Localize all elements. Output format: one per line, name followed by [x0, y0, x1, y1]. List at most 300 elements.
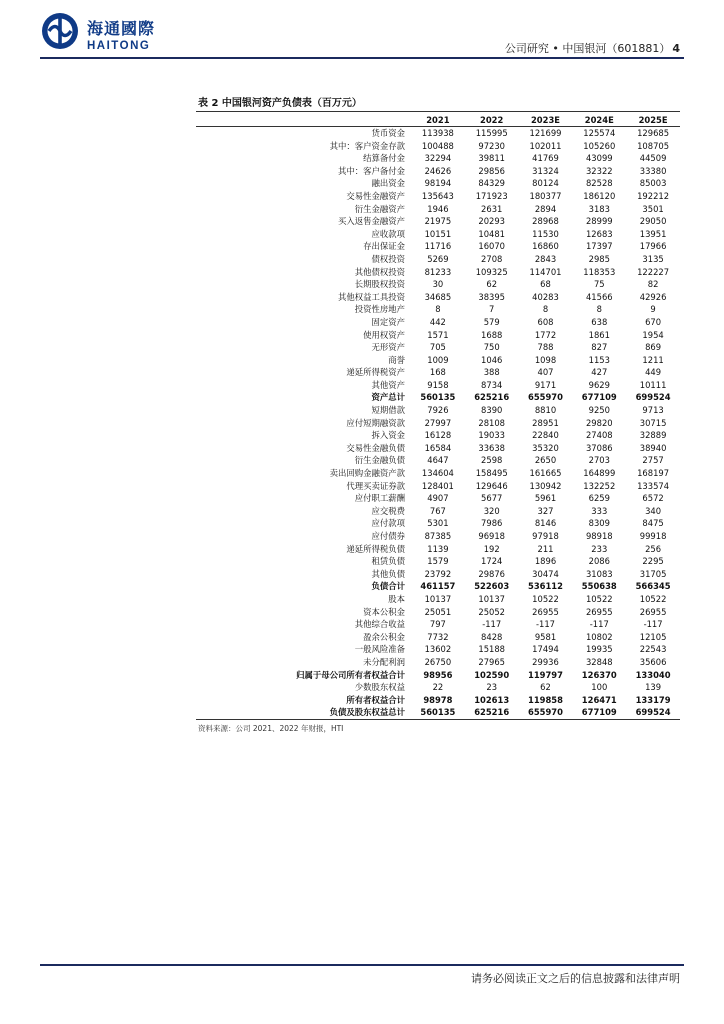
row-value: 677109	[572, 706, 626, 719]
row-label: 其他债权投资	[354, 266, 405, 277]
row-value: 9171	[534, 379, 557, 390]
row-label: 负债合计	[371, 581, 405, 592]
column-header: 2023E	[519, 114, 573, 127]
row-value: 13951	[639, 228, 667, 239]
row-value: 750	[483, 342, 500, 353]
row-value: 1153	[588, 354, 610, 365]
row-value: 10137	[478, 593, 506, 604]
table-body	[196, 127, 680, 720]
row-value: 32889	[639, 430, 667, 441]
row-value: 68	[540, 279, 551, 290]
row-value: 98956	[423, 669, 453, 680]
row-value: 8734	[481, 379, 503, 390]
row-label: 其他资产	[371, 379, 405, 390]
table-row	[196, 203, 680, 216]
row-value: 2650	[534, 455, 557, 466]
row-value: 27997	[424, 417, 452, 428]
row-value: 5961	[534, 493, 557, 504]
row-value: 98194	[424, 178, 452, 189]
row-value: 119797	[528, 669, 563, 680]
table-top-rule	[196, 111, 680, 112]
row-value: 168	[429, 367, 446, 378]
row-value: 27965	[478, 656, 506, 667]
row-value: 130942	[529, 480, 562, 491]
row-value: 100488	[421, 140, 454, 151]
row-value: 139	[645, 682, 662, 693]
row-value: 2598	[481, 455, 503, 466]
row-label: 其中：客户备付金	[338, 165, 405, 176]
table-row	[196, 165, 680, 178]
row-value: 29856	[478, 165, 506, 176]
page-number: 4	[672, 42, 680, 55]
row-value: 180377	[529, 190, 562, 201]
row-value: 560135	[420, 392, 456, 403]
row-value: 8810	[534, 405, 557, 416]
table-row	[196, 530, 680, 543]
row-label: 一般风险准备	[354, 644, 405, 655]
row-value: 5677	[481, 493, 503, 504]
row-value: 29820	[585, 417, 613, 428]
row-value: 2703	[588, 455, 610, 466]
row-value: 608	[537, 316, 554, 327]
row-value: 1098	[534, 354, 557, 365]
table-row	[196, 391, 680, 404]
row-value: 9713	[642, 405, 664, 416]
row-label: 其他综合收益	[354, 619, 405, 630]
row-value: 9581	[534, 631, 557, 642]
row-value: 122227	[637, 266, 670, 277]
row-value: 566345	[635, 581, 671, 592]
table-row	[196, 631, 680, 644]
row-value: 33638	[478, 442, 506, 453]
row-value: 41566	[585, 291, 613, 302]
row-label: 结算备付金	[363, 153, 405, 164]
row-value: 16860	[532, 241, 559, 252]
row-value: 133179	[635, 694, 671, 705]
row-value: 23792	[424, 568, 452, 579]
row-value: 9	[650, 304, 656, 315]
row-value: 22543	[639, 644, 667, 655]
row-value: 161665	[529, 468, 562, 479]
table-row	[196, 341, 680, 354]
row-value: 10802	[585, 631, 613, 642]
haitong-logo-icon	[40, 11, 80, 51]
table-row	[196, 505, 680, 518]
row-value: 327	[537, 505, 554, 516]
breadcrumb: 公司研究 • 中国银河（601881）	[504, 42, 671, 55]
row-label: 衍生金融资产	[354, 203, 405, 214]
row-value: 29936	[532, 656, 559, 667]
table-row	[196, 278, 680, 291]
row-value: 37086	[585, 442, 613, 453]
row-value: 119858	[528, 694, 563, 705]
page-header	[505, 40, 680, 56]
column-header: 2021	[411, 114, 465, 127]
row-label: 应付短期融资款	[346, 417, 405, 428]
row-value: 28108	[478, 417, 506, 428]
row-value: 442	[429, 316, 446, 327]
row-value: 28951	[532, 417, 559, 428]
row-value: 126370	[581, 669, 617, 680]
row-label: 少数股东权益	[354, 682, 405, 693]
row-value: 114701	[529, 266, 562, 277]
table-source-note: 资料来源：公司 2021、2022 年财报，HTI	[198, 724, 344, 733]
row-value: 75	[593, 279, 605, 290]
row-label: 递延所得税负债	[346, 543, 405, 554]
row-value: 25052	[478, 606, 506, 617]
row-value: 767	[429, 505, 446, 516]
row-value: 85003	[639, 178, 667, 189]
row-label: 应收款项	[371, 228, 405, 239]
table-row	[196, 429, 680, 442]
table-row	[196, 379, 680, 392]
row-value: 133574	[637, 480, 670, 491]
table-row	[196, 492, 680, 505]
row-value: 87385	[424, 531, 452, 541]
row-value: 31705	[639, 568, 667, 579]
row-label: 拆入资金	[371, 430, 405, 441]
row-label: 资本公积金	[363, 606, 405, 617]
row-value: 2894	[534, 203, 557, 214]
table-row	[196, 417, 680, 430]
row-value: 4907	[427, 493, 449, 504]
column-header	[196, 114, 411, 127]
row-label: 长期股权投资	[354, 279, 405, 290]
row-label: 盈余公积金	[363, 631, 405, 642]
row-value: 39811	[478, 153, 506, 164]
table-row	[196, 404, 680, 417]
row-value: 15188	[478, 644, 506, 655]
row-value: 2757	[642, 455, 664, 466]
row-value: 3183	[588, 203, 610, 214]
row-label: 固定资产	[371, 316, 405, 327]
row-value: 1954	[642, 329, 664, 340]
table-row	[196, 291, 680, 304]
row-value: 2843	[534, 253, 557, 264]
table-row	[196, 329, 680, 342]
balance-sheet-table	[196, 114, 680, 720]
row-label: 短期借款	[371, 405, 405, 416]
row-value: 16584	[424, 442, 452, 453]
row-value: 7	[489, 304, 495, 315]
row-value: 82	[647, 279, 659, 290]
row-value: 3135	[642, 253, 664, 264]
row-value: 102613	[474, 694, 510, 705]
row-label: 商誉	[388, 354, 405, 365]
row-label: 所有者权益合计	[346, 694, 405, 705]
row-label: 租赁负债	[371, 556, 405, 567]
row-value: 38940	[639, 442, 667, 453]
row-value: 560135	[411, 706, 465, 719]
row-value: 638	[591, 316, 608, 327]
row-value: 461157	[420, 581, 456, 592]
row-value: 19033	[478, 430, 506, 441]
row-value: 5301	[427, 518, 449, 529]
row-value: 1688	[481, 329, 503, 340]
row-value: 522603	[474, 581, 510, 592]
row-value: 23	[486, 682, 498, 693]
row-value: 22840	[532, 430, 559, 441]
row-value: 27408	[585, 430, 613, 441]
row-value: 1009	[427, 354, 449, 365]
row-value: 30474	[532, 568, 559, 579]
row-value: 16128	[424, 430, 452, 441]
row-value: 98918	[585, 531, 613, 541]
row-value: 1571	[427, 329, 449, 340]
row-value: 35320	[532, 442, 559, 453]
footer-divider	[40, 964, 684, 966]
table-row	[196, 694, 680, 707]
row-value: 82528	[585, 178, 613, 189]
row-label: 债权投资	[371, 253, 405, 264]
table-row	[196, 681, 680, 694]
row-value: 12683	[585, 228, 613, 239]
row-value: 13602	[424, 644, 452, 655]
row-value: 788	[537, 342, 554, 353]
row-value: 97918	[532, 531, 559, 541]
row-label: 投资性房地产	[354, 304, 405, 315]
row-value: 6259	[588, 493, 610, 504]
row-value: 2985	[588, 253, 610, 264]
row-value: 9158	[427, 379, 449, 390]
row-value: 625216	[474, 392, 510, 403]
row-label: 衍生金融负债	[354, 455, 405, 466]
row-value: 164899	[583, 468, 616, 479]
row-value: 2708	[481, 253, 503, 264]
row-value: 1579	[427, 556, 449, 567]
row-value: -117	[643, 619, 663, 630]
row-value: 30715	[639, 417, 667, 428]
row-label: 其中：客户资金存款	[329, 140, 405, 151]
row-value: 43099	[585, 153, 613, 164]
row-value: 105260	[583, 140, 616, 151]
row-value: 7926	[427, 405, 449, 416]
row-value: 699524	[635, 392, 671, 403]
row-value: -117	[589, 619, 609, 630]
table-row	[196, 215, 680, 228]
row-value: 113938	[421, 128, 454, 138]
row-label: 归属于母公司所有者权益合计	[296, 669, 405, 680]
row-value: 26955	[639, 606, 667, 617]
row-value: 129685	[637, 128, 670, 138]
row-value: 102011	[529, 140, 562, 151]
row-label: 存出保证金	[363, 241, 405, 252]
row-value: 40283	[532, 291, 559, 302]
row-value: 28999	[585, 216, 613, 227]
row-value: 11530	[532, 228, 559, 239]
row-value: 121699	[529, 128, 562, 138]
row-value: -117	[482, 619, 502, 630]
row-value: 211	[537, 543, 554, 554]
row-value: 20293	[478, 216, 506, 227]
table-row	[196, 606, 680, 619]
table-row	[196, 316, 680, 329]
table-title: 表 2 中国银河资产负债表（百万元）	[198, 98, 362, 109]
footer-disclaimer: 请务必阅读正文之后的信息披露和法律声明	[471, 972, 680, 985]
row-value: 579	[483, 316, 500, 327]
row-label: 资产总计	[371, 392, 405, 403]
row-value: 125574	[583, 128, 616, 138]
row-value: 81233	[424, 266, 452, 277]
table-row	[196, 669, 680, 682]
row-value: 16070	[478, 241, 506, 252]
row-value: 32848	[585, 656, 613, 667]
row-value: 29876	[478, 568, 506, 579]
row-value: 21975	[424, 216, 452, 227]
row-value: 427	[591, 367, 608, 378]
table-row	[196, 152, 680, 165]
table-row	[196, 442, 680, 455]
row-value: 1139	[427, 543, 449, 554]
row-value: 133040	[635, 669, 671, 680]
table-row	[196, 354, 680, 367]
row-label: 未分配利润	[363, 656, 405, 667]
row-value: 10522	[532, 593, 559, 604]
row-value: 10481	[478, 228, 506, 239]
row-value: 19935	[585, 644, 613, 655]
table-row	[196, 568, 680, 581]
row-value: 655970	[519, 706, 573, 719]
row-value: 62	[540, 682, 551, 693]
row-value: 33380	[639, 165, 667, 176]
table-row	[196, 140, 680, 153]
row-value: 99918	[639, 531, 667, 541]
row-value: 536112	[528, 581, 563, 592]
row-value: 407	[537, 367, 554, 378]
row-value: 22	[432, 682, 444, 693]
row-value: 9250	[588, 405, 610, 416]
row-value: 1724	[481, 556, 503, 567]
row-value: 44509	[639, 153, 667, 164]
column-header: 2025E	[626, 114, 680, 127]
row-value: 3501	[642, 203, 664, 214]
table-row	[196, 127, 680, 140]
table-row	[196, 240, 680, 253]
row-label: 应付债券	[371, 531, 405, 541]
row-label: 递延所得税资产	[346, 367, 405, 378]
row-value: 158495	[475, 468, 508, 479]
row-value: 10522	[639, 593, 667, 604]
row-label: 代理买卖证券款	[346, 480, 405, 491]
table-row	[196, 480, 680, 493]
row-value: 677109	[581, 392, 617, 403]
row-value: 29050	[639, 216, 667, 227]
logo-chinese-text: 海通國際	[87, 19, 156, 38]
row-value: 32294	[424, 153, 452, 164]
row-value: 80124	[532, 178, 559, 189]
row-label: 其他负债	[371, 568, 405, 579]
row-value: 1772	[534, 329, 557, 340]
row-value: 11716	[424, 241, 452, 252]
row-label: 货币资金	[371, 128, 405, 138]
row-value: 25051	[424, 606, 452, 617]
row-value: 8428	[481, 631, 503, 642]
row-value: 333	[591, 505, 608, 516]
row-value: 1211	[642, 354, 664, 365]
table-row	[196, 190, 680, 203]
row-value: 134604	[421, 468, 454, 479]
row-value: 8390	[481, 405, 503, 416]
row-value: 126471	[581, 694, 617, 705]
row-value: 17966	[639, 241, 667, 252]
row-value: 192212	[637, 190, 670, 201]
table-row	[196, 303, 680, 316]
row-value: 388	[483, 367, 500, 378]
table-row	[196, 517, 680, 530]
row-label: 应付款项	[371, 518, 405, 529]
table-header-row	[196, 114, 680, 127]
row-value: 320	[483, 505, 500, 516]
row-value: 132252	[583, 480, 616, 491]
row-value: 1046	[481, 354, 503, 365]
row-value: 670	[645, 316, 662, 327]
row-value: 34685	[424, 291, 452, 302]
row-value: 8309	[588, 518, 610, 529]
table-row	[196, 618, 680, 631]
row-value: 26955	[585, 606, 613, 617]
row-value: 31083	[585, 568, 613, 579]
row-value: 449	[645, 367, 662, 378]
row-value: 42926	[639, 291, 667, 302]
row-value: 699524	[626, 706, 680, 719]
table-row	[196, 706, 680, 719]
row-value: 98978	[423, 694, 453, 705]
row-value: 26750	[424, 656, 452, 667]
row-value: 869	[645, 342, 662, 353]
table-row	[196, 555, 680, 568]
row-value: 129646	[475, 480, 508, 491]
row-value: 171923	[475, 190, 508, 201]
row-value: 6572	[642, 493, 664, 504]
row-value: 84329	[478, 178, 506, 189]
logo-english-text: HAITONG	[87, 40, 151, 52]
row-value: 32322	[585, 165, 613, 176]
row-value: 102590	[474, 669, 510, 680]
row-label: 使用权资产	[363, 329, 405, 340]
row-label: 交易性金融资产	[346, 190, 405, 201]
row-value: 7986	[481, 518, 503, 529]
table-row	[196, 593, 680, 606]
row-value: 8146	[534, 518, 557, 529]
column-header: 2022	[465, 114, 519, 127]
row-value: 12105	[639, 631, 667, 642]
row-label: 其他权益工具投资	[338, 291, 405, 302]
row-value: 550638	[581, 581, 617, 592]
row-value: 17494	[532, 644, 559, 655]
table-row	[196, 177, 680, 190]
row-label: 买入返售金融资产	[338, 216, 405, 227]
row-value: 192	[483, 543, 500, 554]
row-value: 115995	[475, 128, 508, 138]
row-label: 应付职工薪酬	[354, 493, 405, 504]
row-value: 10151	[424, 228, 452, 239]
row-value: 8	[596, 304, 602, 315]
row-label: 股本	[388, 593, 405, 604]
row-value: 17397	[585, 241, 613, 252]
row-value: 9629	[588, 379, 610, 390]
table-row	[196, 266, 680, 279]
table-row	[196, 228, 680, 241]
row-value: 797	[429, 619, 446, 630]
row-value: 128401	[421, 480, 454, 491]
row-value: 100	[591, 682, 608, 693]
column-header: 2024E	[572, 114, 626, 127]
row-value: 705	[429, 342, 446, 353]
row-value: 1861	[588, 329, 610, 340]
row-value: 1946	[427, 203, 449, 214]
row-value: 8	[542, 304, 549, 315]
row-value: 655970	[528, 392, 563, 403]
